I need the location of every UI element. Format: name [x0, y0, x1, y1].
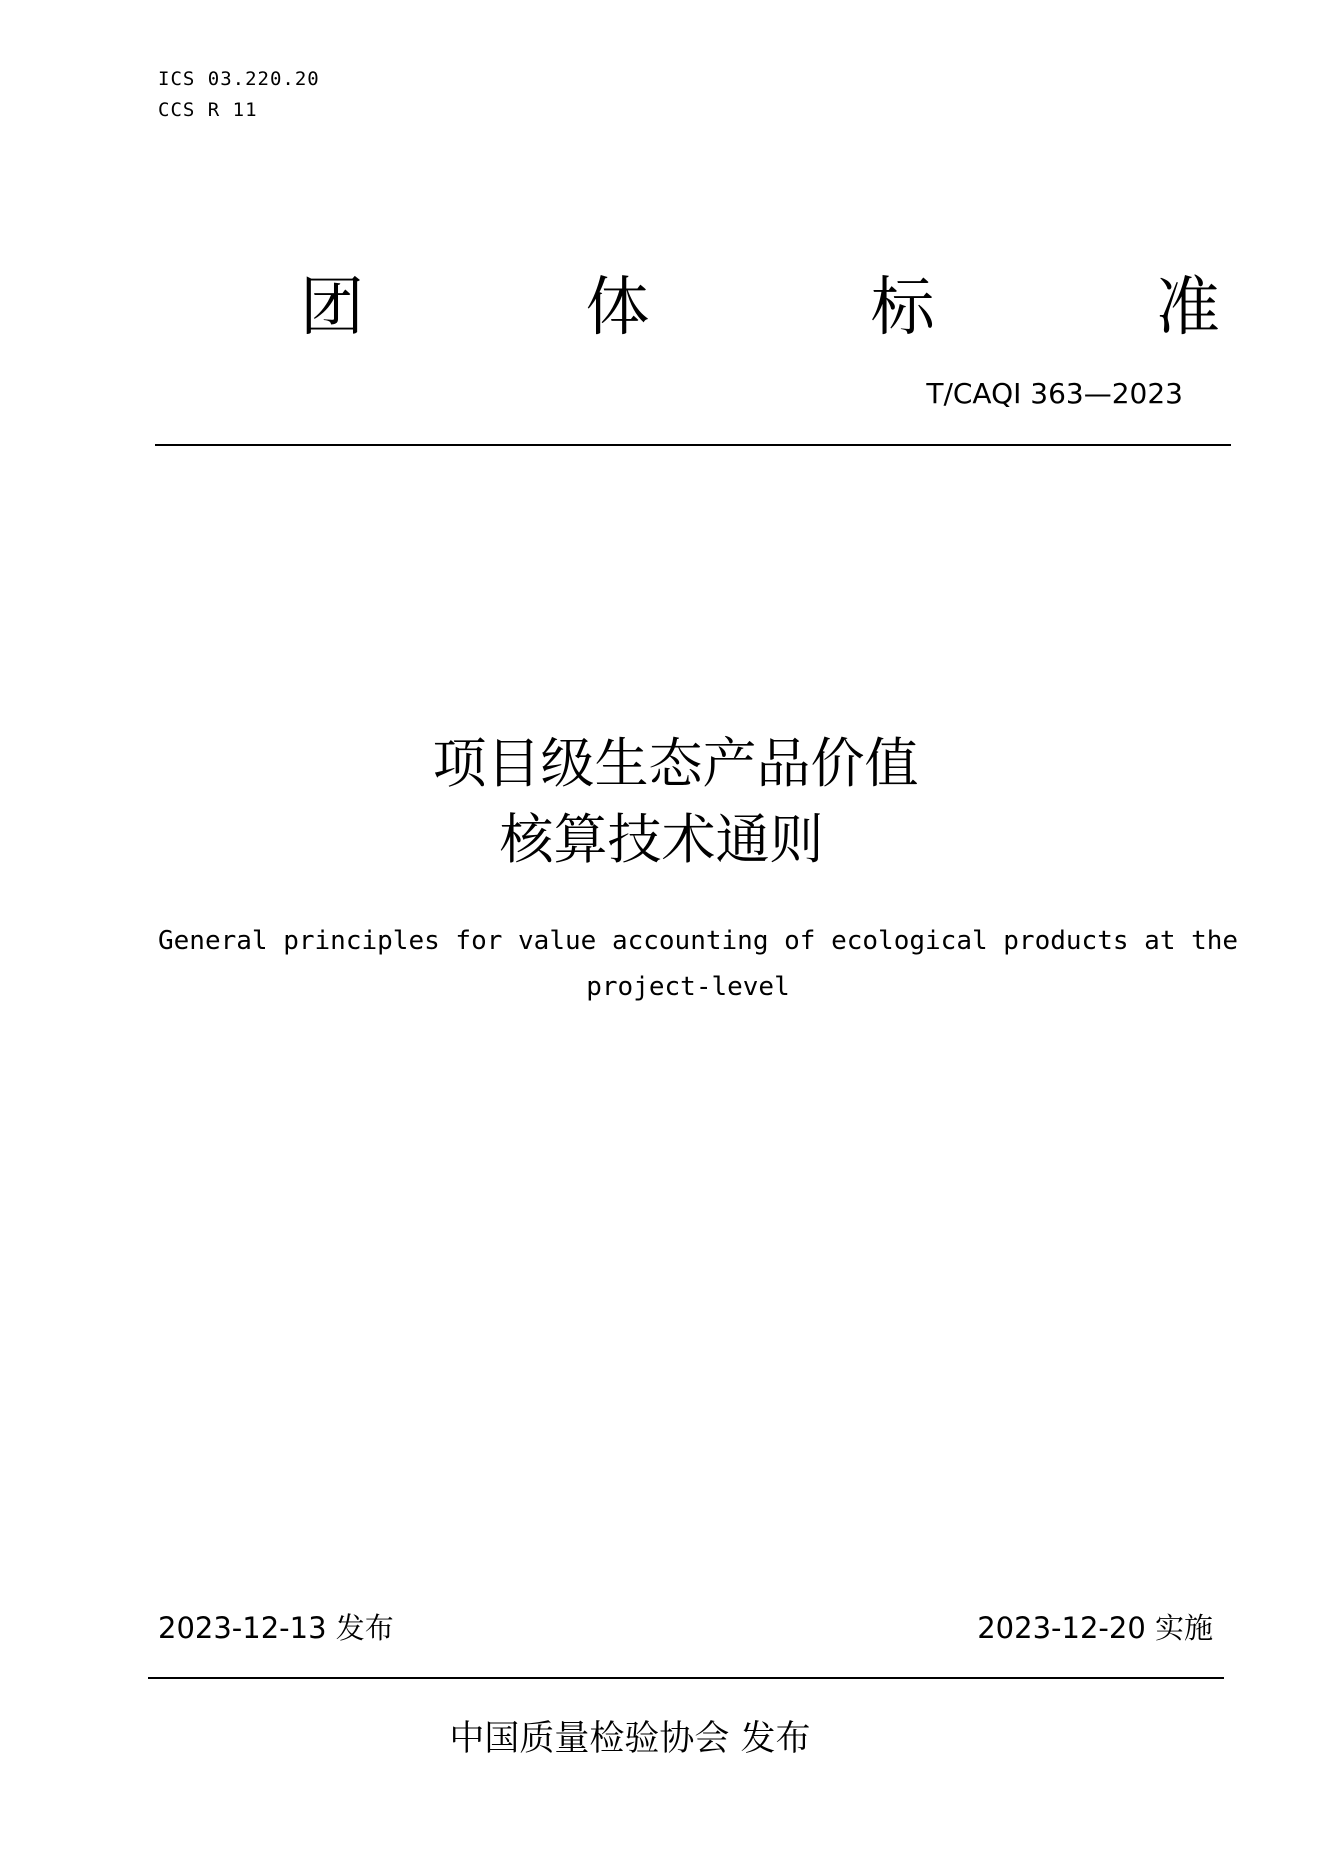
chinese-title	[0, 726, 1323, 878]
publish-date: 2023-12-13 发布	[158, 1611, 394, 1645]
standard-number: T/CAQI 363—2023	[926, 377, 1183, 410]
ics-code: ICS 03.220.20	[158, 68, 320, 90]
classification-codes	[158, 64, 320, 126]
chinese-title-line-1: 项目级生态产品价值	[432, 732, 919, 795]
top-divider	[155, 444, 1231, 446]
ccs-code: CCS R 11	[158, 99, 258, 121]
standard-type-char: 团	[300, 271, 364, 345]
bottom-divider	[148, 1677, 1224, 1679]
publisher: 中国质量检验协会 发布	[449, 1719, 811, 1759]
implementation-date: 2023-12-20 实施	[977, 1611, 1213, 1645]
standard-type-char: 体	[585, 271, 650, 345]
standard-type-char: 标	[870, 271, 935, 345]
english-title-line-1: General principles for value accounting of ecological products at the	[158, 926, 1239, 956]
english-title-line-2: project-level	[586, 972, 790, 1002]
chinese-title-line-2: 核算技术通则	[499, 808, 824, 871]
english-title	[158, 918, 1239, 1010]
standard-type-heading	[300, 268, 1220, 348]
standard-type-char: 准	[1155, 271, 1220, 345]
